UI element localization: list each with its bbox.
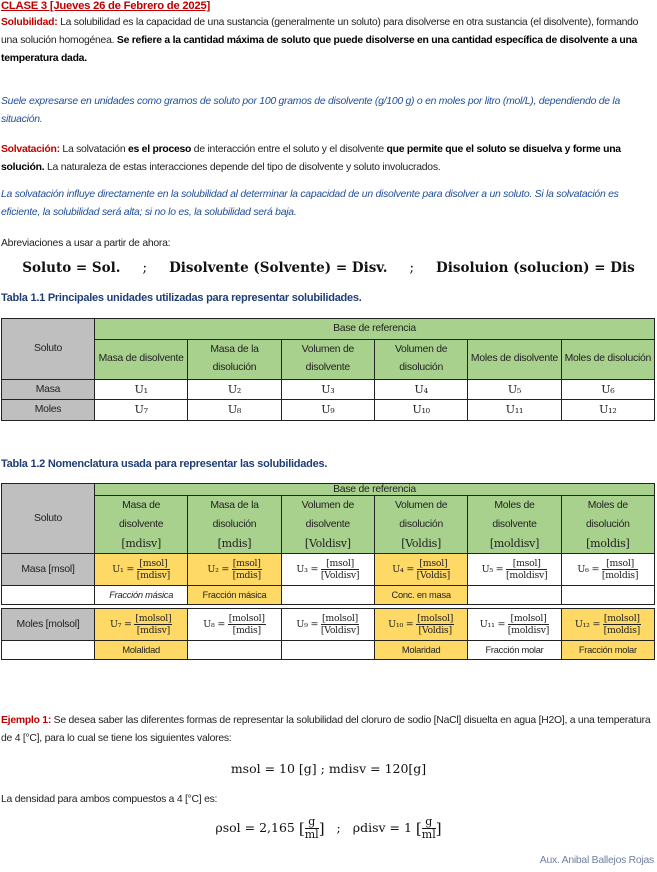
fraction-numerator: [msol] xyxy=(321,558,359,570)
solvatacion-label: Solvatación: xyxy=(1,144,60,155)
table1-cell: U₁₁ xyxy=(468,400,561,421)
table1-cell: U₂ xyxy=(188,379,281,400)
abbr-disolvente: Disolvente (Solvente) = Disv. xyxy=(169,260,388,276)
table2-col-line1: Volumen de xyxy=(394,500,448,511)
table2-col-header xyxy=(374,496,467,554)
table2-row-label: Masa [msol] xyxy=(2,554,95,586)
fraction-denominator: [Voldisv] xyxy=(320,570,360,581)
abbr-soluto: Soluto = Sol. xyxy=(22,260,121,276)
abbr-separator: ; xyxy=(142,260,148,276)
fraction-denominator: [Voldis] xyxy=(416,570,451,581)
abbreviations-intro: Abreviaciones a usar a partir de ahora: xyxy=(1,238,171,249)
page-title: CLASE 3 [Jueves 26 de Febrero de 2025] xyxy=(1,0,211,12)
table2-name-cell xyxy=(188,641,281,660)
example-text: Se desea saber las diferentes formas de representar la solubilidad del cloruro de sodio [NaCl] disuelta en agua [H2O], a una temperatura de 4 [°C], para lo cual se tiene los siguientes valores: xyxy=(1,715,651,744)
abbreviations-line xyxy=(0,260,657,276)
table1-units xyxy=(1,318,655,421)
abbr-disolucion: Disoluion (solucion) = Dis xyxy=(436,260,635,276)
table1-col-header: Masa de disolvente xyxy=(95,339,188,379)
fraction-numerator: [msol] xyxy=(602,558,638,570)
unit-fraction xyxy=(417,558,450,581)
table1-cell: U₁₀ xyxy=(374,400,467,421)
table1-cell: U₉ xyxy=(281,400,374,421)
fraction-denominator: [mdis] xyxy=(232,570,261,581)
table2-formula-cell xyxy=(374,554,467,586)
table1-cell: U₆ xyxy=(561,379,654,400)
table2-formula-cell xyxy=(468,609,561,641)
table2-col-line2: disolvente xyxy=(119,519,164,530)
fraction-numerator: [msol] xyxy=(137,558,170,570)
table2-name-cell xyxy=(281,641,374,660)
table2-formula-cell xyxy=(95,554,188,586)
unit-symbol: U₂ = xyxy=(207,564,230,575)
table2-corner: Soluto xyxy=(2,484,95,554)
fraction-denominator: [Voldis] xyxy=(418,625,452,636)
unit-symbol: U₃ = xyxy=(296,564,319,575)
table2-name-cell: Fracción molar xyxy=(561,641,654,660)
unit-numerator: g xyxy=(305,816,319,829)
table2-name-cell xyxy=(561,586,654,605)
table2-col-line2: disolvente xyxy=(305,519,350,530)
table1-caption: Tabla 1.1 Principales unidades utilizadas para representar solubilidades. xyxy=(1,292,362,304)
unit-denominator: ml xyxy=(304,828,319,841)
table2-col-line1: Moles de xyxy=(494,500,535,511)
table2-col-line2: disolución xyxy=(212,519,257,530)
abbr-separator: ; xyxy=(409,260,415,276)
density-intro: La densidad para ambos compuestos a 4 [°C] es: xyxy=(1,794,218,805)
solvatacion-note: La solvatación influye directamente en la solubilidad al determinar la capacidad de un disolvente para disolver a un soluto. Si la solvatación es eficiente, la solubilidad será alta; si no lo es, la solubilidad será baja. xyxy=(1,189,619,218)
unit-fraction xyxy=(416,613,454,636)
fraction-denominator: [Voldisv] xyxy=(320,625,360,636)
table2-formula-cell xyxy=(561,554,654,586)
table2-col-header xyxy=(188,496,281,554)
table1-group-header: Base de referencia xyxy=(95,319,655,340)
unit-numerator: g xyxy=(422,816,436,829)
table2-name-cell: Fracción másica xyxy=(95,586,188,605)
unit-fraction xyxy=(508,613,549,636)
table2-nomenclature xyxy=(1,483,655,660)
fraction-numerator: [molsol] xyxy=(322,613,359,624)
unit-fraction xyxy=(321,558,359,581)
unit-fraction xyxy=(506,558,547,581)
example-label: Ejemplo 1: xyxy=(1,715,52,726)
density-solvent: ρdisv = 1 xyxy=(352,820,412,835)
table1-col-header: Moles de disolución xyxy=(561,339,654,379)
table2-name-cell: Fracción molar xyxy=(468,641,561,660)
fraction-numerator: [molsol] xyxy=(228,613,265,624)
example-equation-densities: ρsol = 2,165 [ $\frac{g}{ml}$ ] ; ρdisv = 1 [ $\frac{g}{ml}$ ] xyxy=(215,815,442,841)
fraction-denominator: [moldisv] xyxy=(506,570,548,581)
density-unit xyxy=(422,816,436,841)
unit-fraction xyxy=(228,613,266,636)
unit-symbol: U₇ = xyxy=(109,619,132,630)
fraction-denominator: [mdisv] xyxy=(136,625,171,636)
table2-col-symbol: [Voldisv] xyxy=(304,537,351,550)
fraction-numerator: [msol] xyxy=(417,558,450,570)
table1-cell: U₁₂ xyxy=(561,400,654,421)
table2-formula-cell xyxy=(281,609,374,641)
equation-separator: ; xyxy=(336,820,341,835)
table2-col-symbol: [mdisv] xyxy=(121,537,161,550)
solvatacion-paragraph xyxy=(1,141,655,177)
table2-col-symbol: [moldisv] xyxy=(489,537,540,550)
table2-group-header: Base de referencia xyxy=(95,484,655,496)
table2-col-line1: Masa de xyxy=(122,500,161,511)
table2-name-cell: Molalidad xyxy=(95,641,188,660)
density-solute: ρsol = 2,165 xyxy=(215,820,295,835)
table1-corner: Soluto xyxy=(2,319,95,380)
table2-formula-cell xyxy=(281,554,374,586)
fraction-numerator: [msol] xyxy=(232,558,261,569)
table2-col-line1: Masa de la xyxy=(210,500,259,511)
unit-symbol: U₅ = xyxy=(481,564,504,575)
table1-cell: U₇ xyxy=(95,400,188,421)
table2-name-cell: Conc. en masa xyxy=(374,586,467,605)
unit-fraction xyxy=(603,613,641,636)
table1-row-label: Moles xyxy=(2,400,95,421)
table1-cell: U₅ xyxy=(468,379,561,400)
solubilidad-bold: Se refiere a la cantidad máxima de soluto que puede disolverse en una cantidad específica de disolvente a una temperatura dada. xyxy=(1,35,638,64)
table2-col-line2: disolución xyxy=(585,519,630,530)
table2-col-line1: Moles de xyxy=(587,500,628,511)
table2-col-header xyxy=(561,496,654,554)
fraction-numerator: [molsol] xyxy=(417,613,454,624)
unit-symbol: U₁₀ = xyxy=(388,619,414,630)
table2-col-symbol: [moldis] xyxy=(586,537,630,550)
density-unit xyxy=(305,816,319,841)
solvatacion-bold-1: es el proceso xyxy=(127,144,192,155)
solubilidad-note: Suele expresarse en unidades como gramos de soluto por 100 gramos de disolvente (g/100 g) o en moles por litro (mol/L), dependiendo de la situación. xyxy=(1,96,621,125)
unit-symbol: U₈ = xyxy=(203,619,226,630)
table1-cell: U₃ xyxy=(281,379,374,400)
fraction-numerator: [msol] xyxy=(506,558,547,570)
table2-name-row-label xyxy=(2,641,95,660)
unit-symbol: U₆ = xyxy=(577,564,600,575)
fraction-denominator: [mdis] xyxy=(232,625,261,636)
solvatacion-bold-2: que permite que el soluto se disuelva y forme una solución. xyxy=(1,144,621,173)
unit-symbol: U₁₁ = xyxy=(479,619,506,630)
solvatacion-text-2: de interacción entre el soluto y el disolvente xyxy=(191,144,387,155)
table2-formula-cell xyxy=(95,609,188,641)
table1-cell: U₈ xyxy=(188,400,281,421)
table2-name-cell xyxy=(468,586,561,605)
table2-name-cell xyxy=(281,586,374,605)
unit-symbol: U₉ = xyxy=(296,619,319,630)
table2-body xyxy=(2,484,655,660)
table2-col-symbol: [mdis] xyxy=(217,537,252,550)
fraction-denominator: [moldisv] xyxy=(507,625,550,636)
solubilidad-label: Solubilidad: xyxy=(1,17,58,28)
unit-fraction xyxy=(134,613,172,636)
fraction-denominator: [moldis] xyxy=(603,625,640,636)
fraction-numerator: [molsol] xyxy=(603,613,640,624)
fraction-denominator: [moldis] xyxy=(601,570,639,581)
table2-name-cell: Molaridad xyxy=(374,641,467,660)
example-paragraph xyxy=(1,712,655,748)
table2-col-symbol: [Voldis] xyxy=(401,537,442,550)
table2-row-label: Moles [molsol] xyxy=(2,609,95,641)
unit-symbol: U₁₂ = xyxy=(574,619,601,630)
unit-fraction xyxy=(602,558,638,581)
table1-col-header: Masa de la disolución xyxy=(188,339,281,379)
unit-fraction xyxy=(232,558,262,581)
table1-col-header: Volumen de disolución xyxy=(374,339,467,379)
table2-name-row-label xyxy=(2,586,95,605)
table2-col-line2: disolvente xyxy=(492,519,537,530)
solvatacion-text-3: La naturaleza de estas interacciones depende del tipo de disolvente y soluto involucrados. xyxy=(44,162,441,173)
fraction-numerator: [molsol] xyxy=(508,613,549,625)
table2-formula-cell xyxy=(468,554,561,586)
solubilidad-text: La solubilidad es la capacidad de una sustancia (generalmente un soluto) para disolverse en otra sustancia (el disolvente), formando una solución homogénea. xyxy=(1,17,639,46)
table2-col-header xyxy=(95,496,188,554)
table1-col-header: Volumen de disolvente xyxy=(281,339,374,379)
unit-fraction xyxy=(137,558,170,581)
example-equation-masses: msol = 10 [g] ; mdisv = 120[g] xyxy=(230,761,427,776)
fraction-numerator: [molsol] xyxy=(135,613,172,624)
table2-col-line1: Volumen de xyxy=(301,500,355,511)
solubilidad-paragraph xyxy=(1,14,655,68)
table1-cell: U₄ xyxy=(374,379,467,400)
unit-symbol: U₄ = xyxy=(392,564,415,575)
table2-col-line2: disolución xyxy=(399,519,443,530)
unit-denominator: ml xyxy=(421,828,436,841)
footer-author: Aux. Anibal Ballejos Rojas xyxy=(539,855,654,866)
table2-col-header xyxy=(281,496,374,554)
unit-fraction xyxy=(321,613,359,636)
table2-formula-cell xyxy=(188,609,281,641)
table1-col-header: Moles de disolvente xyxy=(468,339,561,379)
table2-caption: Tabla 1.2 Nomenclatura usada para representar las solubilidades. xyxy=(1,458,328,470)
unit-symbol: U₁ = xyxy=(112,564,135,575)
table2-formula-cell xyxy=(374,609,467,641)
fraction-denominator: [mdisv] xyxy=(136,570,171,581)
table2-formula-cell xyxy=(561,609,654,641)
table2-formula-cell xyxy=(188,554,281,586)
table2-name-cell: Fracción másica xyxy=(188,586,281,605)
solvatacion-text-1: La solvatación xyxy=(59,144,128,155)
table2-col-header xyxy=(468,496,561,554)
table1-cell: U₁ xyxy=(95,379,188,400)
table1-row-label: Masa xyxy=(2,379,95,400)
